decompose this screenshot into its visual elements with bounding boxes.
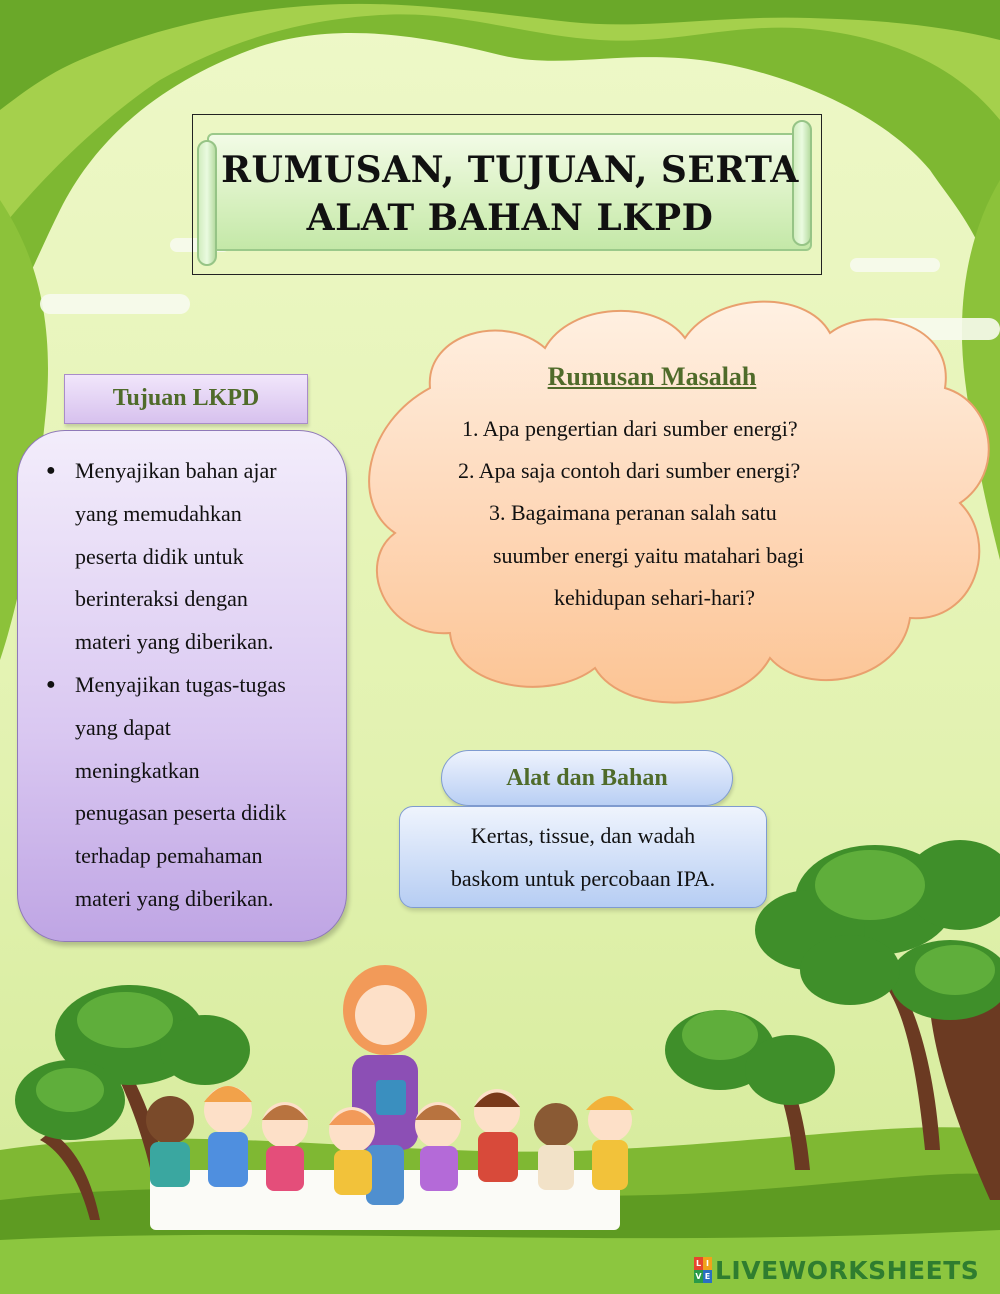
tujuan-item-1-line-1: Menyajikan bahan ajar xyxy=(75,458,277,483)
liveworksheets-mark-icon xyxy=(694,1257,712,1283)
logo-letter-i: I xyxy=(703,1257,712,1270)
tujuan-item-1-line-3: peserta didik untuk xyxy=(75,543,244,569)
tujuan-heading: Tujuan LKPD xyxy=(64,374,308,424)
rumusan-line-4: suumber energi yaitu matahari bagi xyxy=(493,543,805,568)
logo-letter-l: L xyxy=(695,1259,702,1268)
alat-heading: Alat dan Bahan xyxy=(441,750,733,806)
title-line-2: ALAT BAHAN LKPD xyxy=(306,197,714,239)
tujuan-item-2-line-6: materi yang diberikan. xyxy=(75,885,274,911)
tujuan-item-1-line-4: berinteraksi dengan xyxy=(75,586,248,612)
alat-line-1: Kertas, tissue, dan wadah xyxy=(470,823,696,848)
title-line-1: RUMUSAN, TUJUAN, SERTA xyxy=(221,149,799,191)
rumusan-line-5: kehidupan sehari-hari? xyxy=(554,585,755,610)
logo-text: LIVEWORKSHEETS xyxy=(715,1255,980,1285)
alat-line-2: baskom untuk percobaan IPA. xyxy=(450,866,716,891)
bullet-icon: ● xyxy=(46,462,56,479)
tujuan-item-2-line-3: meningkatkan xyxy=(75,757,200,783)
tujuan-item-2-line-2: yang dapat xyxy=(75,714,171,740)
tujuan-item-1-line-5: materi yang diberikan. xyxy=(75,629,274,655)
scroll-roll-left xyxy=(197,140,217,266)
tujuan-item-2-line-1: Menyajikan tugas-tugas xyxy=(75,671,286,697)
rumusan-heading: Rumusan Masalah xyxy=(547,362,757,391)
tujuan-item-2-line-4: penugasan peserta didik xyxy=(75,800,287,826)
tujuan-item-2-line-5: terhadap pemahaman xyxy=(75,843,263,869)
rumusan-line-2: 2. Apa saja contoh dari sumber energi? xyxy=(458,458,801,483)
liveworksheets-logo xyxy=(694,1255,979,1285)
page-title xyxy=(220,146,800,242)
tujuan-item-1 xyxy=(40,450,340,664)
trees-and-children-illustration xyxy=(0,820,1000,1294)
tujuan-item-1-line-2: yang memudahkan xyxy=(75,500,242,526)
rumusan-line-3: 3. Bagaimana peranan salah satu xyxy=(489,500,777,525)
bullet-icon: ● xyxy=(46,675,56,693)
rumusan-line-1: 1. Apa pengertian dari sumber energi? xyxy=(462,416,798,441)
logo-letter-v: V xyxy=(695,1272,702,1281)
logo-letter-e: E xyxy=(704,1272,711,1281)
